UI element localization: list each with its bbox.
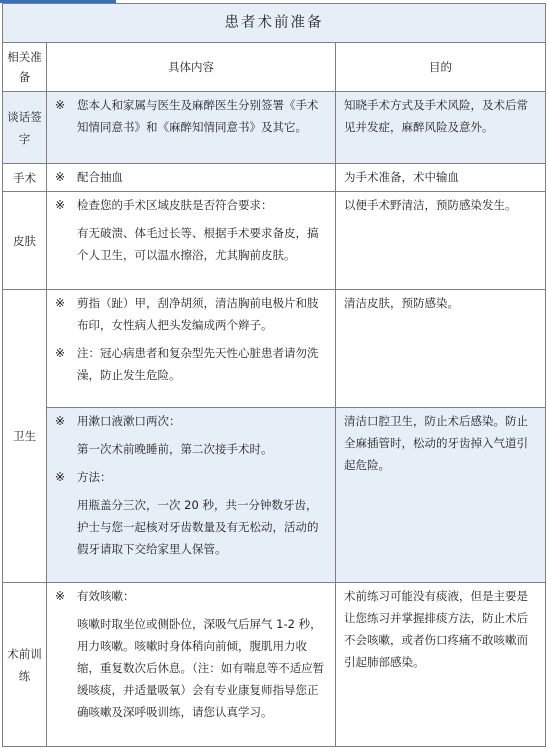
list-item xyxy=(55,94,325,138)
row-purpose: 清洁皮肤，预防感染。 xyxy=(336,290,546,408)
list-item xyxy=(55,292,325,336)
bullet-mark: ※ xyxy=(55,470,66,484)
row-category: 手术 xyxy=(3,164,47,192)
list-item xyxy=(55,466,325,488)
header-row xyxy=(3,43,546,92)
table-row-hygiene-1 xyxy=(3,290,546,408)
list-item xyxy=(55,585,325,607)
table-row-surgery xyxy=(3,164,546,192)
item-detail: 第一次术前晚睡前，第二次接手术时。 xyxy=(77,442,273,456)
row-purpose: 清洁口腔卫生，防止术后感染。防止全麻插管时，松动的牙齿掉入气道引起危险。 xyxy=(336,408,546,583)
bullet-mark: ※ xyxy=(55,346,66,360)
bullet-mark: ※ xyxy=(55,296,66,310)
item-text: 有效咳嗽： xyxy=(77,589,135,603)
row-purpose: 以便手术野清洁，预防感染发生。 xyxy=(336,192,546,290)
bullet-mark: ※ xyxy=(55,98,66,112)
item-text: 检查您的手术区域皮肤是否符合要求： xyxy=(77,198,273,212)
preop-table xyxy=(2,3,546,747)
bullet-mark: ※ xyxy=(55,414,66,428)
list-item xyxy=(55,410,325,432)
item-text: 配合抽血 xyxy=(77,170,123,184)
list-item xyxy=(55,166,325,188)
title-row xyxy=(3,4,546,43)
row-content xyxy=(47,92,336,164)
item-text: 剪指（趾）甲，刮净胡须，清洁胸前电极片和肢布印，女性病人把头发编成两个辫子。 xyxy=(77,296,319,332)
item-text: 用漱口液漱口两次： xyxy=(77,414,181,428)
table-title: 患者术前准备 xyxy=(3,4,546,43)
row-category: 卫生 xyxy=(3,290,47,583)
item-detail: 用瓶盖分三次，一次 20 秒，共一分钟数牙齿，护士与您一起核对牙齿数量及有无松动，活动的假牙请取下交给家里人保管。 xyxy=(77,498,319,556)
row-category: 术前训练 xyxy=(3,583,47,747)
header-purpose: 目的 xyxy=(336,43,546,92)
row-category: 谈话签字 xyxy=(3,92,47,164)
table-row-training xyxy=(3,583,546,747)
row-content xyxy=(47,164,336,192)
item-detail: 咳嗽时取坐位或侧卧位，深吸气后屏气 1-2 秒，用力咳嗽。咳嗽时身体稍向前倾，腹肌用力收缩，重复数次后休息。（注：如有喘息等不适应暂缓咳痰，并适量吸氧）会有专业康复师指导您正确咳嗽及深呼吸训练，请您认真学习。 xyxy=(77,617,325,719)
table-row-talk xyxy=(3,92,546,164)
bullet-mark: ※ xyxy=(55,198,66,212)
row-content xyxy=(47,192,336,290)
row-content xyxy=(47,408,336,583)
row-content xyxy=(47,583,336,747)
row-content xyxy=(47,290,336,408)
row-category: 皮肤 xyxy=(3,192,47,290)
row-purpose: 术前练习可能没有痰液，但是主要是让您练习并掌握排痰方法，防止术后不会咳嗽，或者伤口疼痛不敢咳嗽而引起肺部感染。 xyxy=(336,583,546,747)
table-row-skin xyxy=(3,192,546,290)
header-category: 相关准备 xyxy=(3,43,47,92)
item-text: 您本人和家属与医生及麻醉医生分别签署《手术知情同意书》和《麻醉知情同意书》及其它。 xyxy=(77,98,319,134)
bullet-mark: ※ xyxy=(55,170,66,184)
row-purpose: 为手术准备，术中输血 xyxy=(336,164,546,192)
bullet-mark: ※ xyxy=(55,589,66,603)
item-text: 方法： xyxy=(77,470,112,484)
table-row-hygiene-2 xyxy=(3,408,546,583)
item-detail: 有无破溃、体毛过长等、根据手术要求备皮，搞个人卫生，可以温水擦浴，尤其胸前皮肤。 xyxy=(77,226,319,262)
header-content: 具体内容 xyxy=(47,43,336,92)
list-item xyxy=(55,342,325,386)
item-text: 注：冠心病患者和复杂型先天性心脏患者请勿洗澡，防止发生危险。 xyxy=(77,346,319,382)
row-purpose: 知晓手术方式及手术风险，及术后常见并发症，麻醉风险及意外。 xyxy=(336,92,546,164)
list-item xyxy=(55,194,325,216)
